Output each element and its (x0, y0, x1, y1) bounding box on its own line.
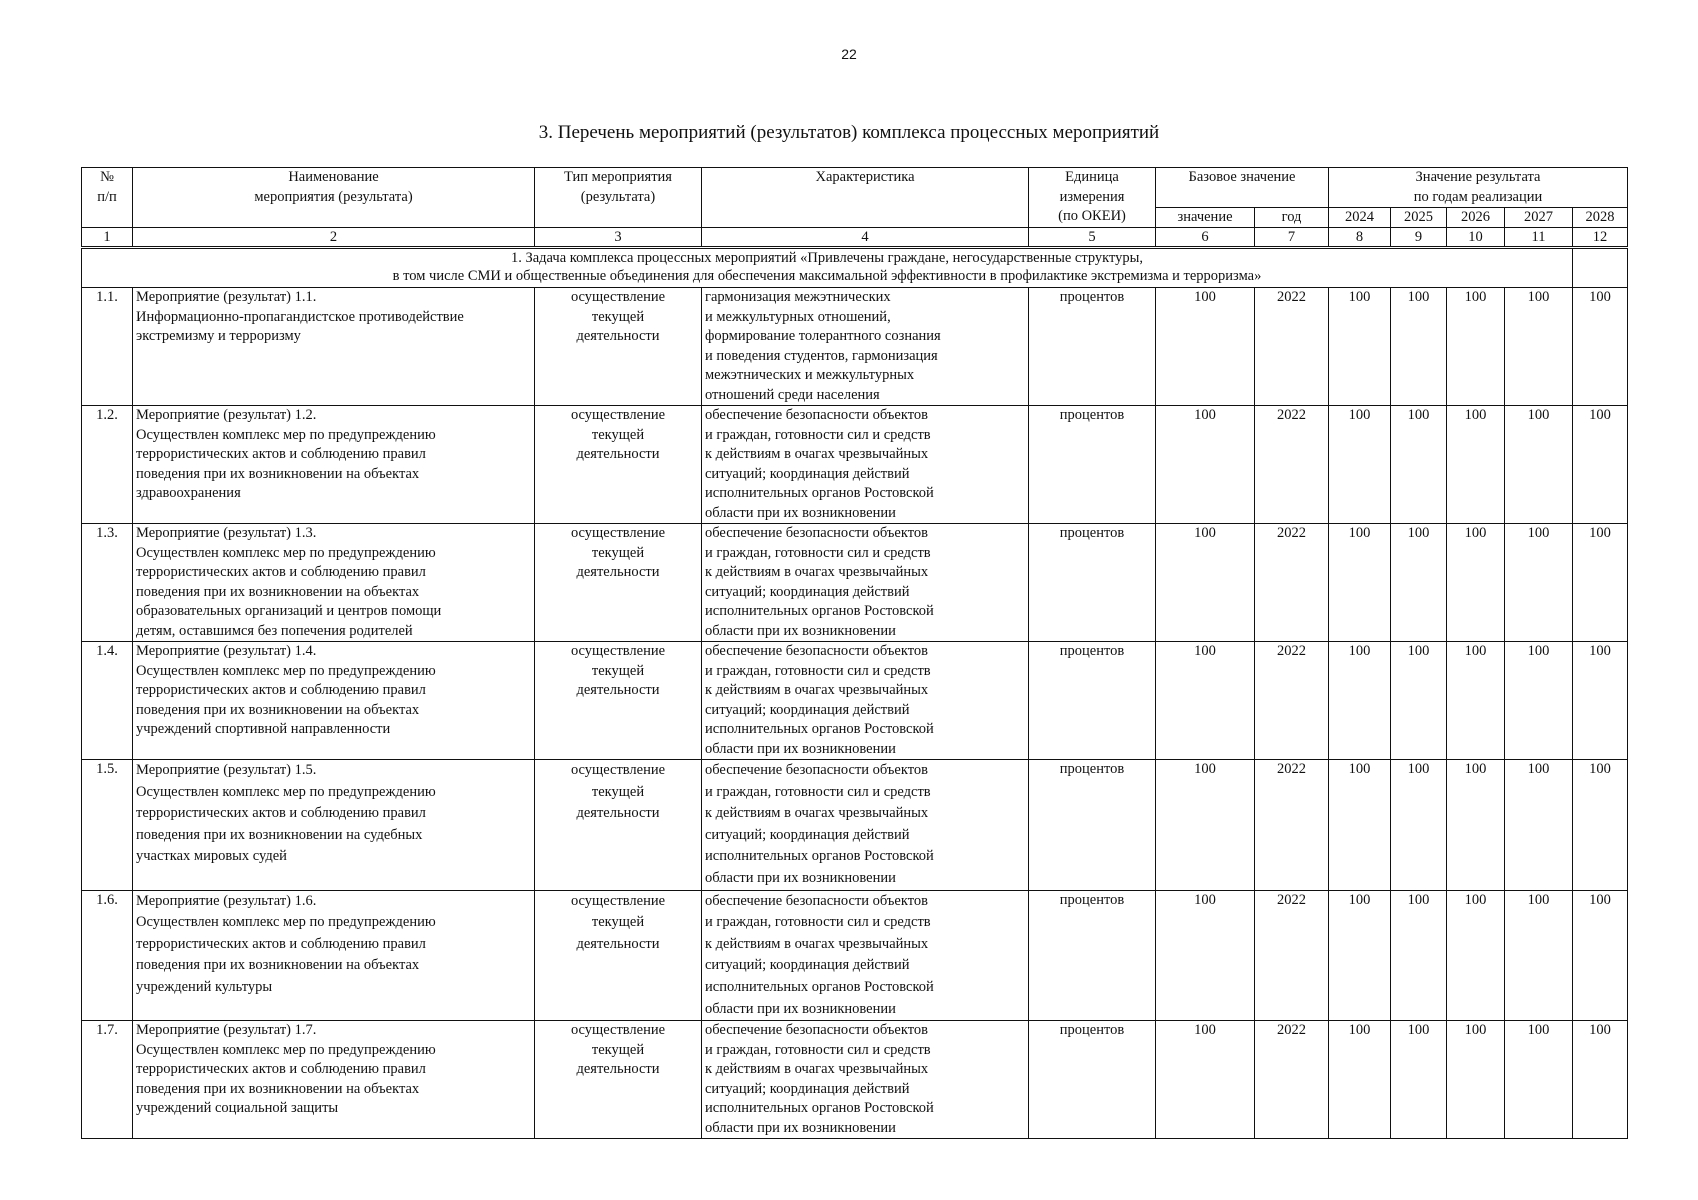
row-characteristic: обеспечение безопасности объектов и граждан, готовности сил и средств к действиям в очагах чрезвычайных ситуаций; координация действий исполнительных органов Ростовской области при их возникновении (702, 524, 1029, 642)
row-value: 100 (1391, 524, 1447, 642)
row-value: 100 (1505, 524, 1573, 642)
measures-table (81, 167, 1628, 1139)
column-number: 7 (1255, 228, 1329, 248)
row-value: 100 (1505, 1021, 1573, 1139)
row-base-value: 100 (1156, 1021, 1255, 1139)
header-year: 2028 (1573, 208, 1628, 228)
row-base-value: 100 (1156, 524, 1255, 642)
row-name: Мероприятие (результат) 1.6. Осуществлен комплекс мер по предупреждению террористических актов и соблюдению правил поведения при их возникновении на объектах учреждений культуры (133, 890, 535, 1021)
row-type: осуществление текущей деятельности (535, 288, 702, 406)
table-row (82, 642, 1628, 760)
row-base-year: 2022 (1255, 288, 1329, 406)
row-unit: процентов (1029, 406, 1156, 524)
header-year: 2025 (1391, 208, 1447, 228)
header-year: 2026 (1447, 208, 1505, 228)
row-value: 100 (1447, 890, 1505, 1021)
header-base-year: год (1255, 208, 1329, 228)
table-row (82, 406, 1628, 524)
row-unit: процентов (1029, 890, 1156, 1021)
row-num: 1.1. (82, 288, 133, 406)
row-type: осуществление текущей деятельности (535, 890, 702, 1021)
header-characteristic: Характеристика (702, 168, 1029, 228)
header-results: Значение результата по годам реализации (1329, 168, 1628, 208)
row-base-year: 2022 (1255, 524, 1329, 642)
table-row (82, 288, 1628, 406)
column-number: 12 (1573, 228, 1628, 248)
row-characteristic: обеспечение безопасности объектов и граждан, готовности сил и средств к действиям в очагах чрезвычайных ситуаций; координация действий исполнительных органов Ростовской области при их возникновении (702, 890, 1029, 1021)
row-value: 100 (1447, 406, 1505, 524)
row-value: 100 (1391, 1021, 1447, 1139)
header-year: 2027 (1505, 208, 1573, 228)
row-name: Мероприятие (результат) 1.7. Осуществлен комплекс мер по предупреждению террористических актов и соблюдению правил поведения при их возникновении на объектах учреждений социальной защиты (133, 1021, 535, 1139)
header-num: № п/п (82, 168, 133, 228)
row-num: 1.2. (82, 406, 133, 524)
column-number: 5 (1029, 228, 1156, 248)
row-name: Мероприятие (результат) 1.4. Осуществлен комплекс мер по предупреждению террористических актов и соблюдению правил поведения при их возникновении на объектах учреждений спортивной направленности (133, 642, 535, 760)
row-type: осуществление текущей деятельности (535, 642, 702, 760)
header-unit: Единица измерения (по ОКЕИ) (1029, 168, 1156, 228)
row-value: 100 (1447, 524, 1505, 642)
row-value: 100 (1573, 890, 1628, 1021)
page-number: 22 (841, 46, 857, 62)
task-heading: 1. Задача комплекса процессных мероприятий «Привлечены граждане, негосударственные структуры, в том числе СМИ и общественные объединения для обеспечения максимальной эффективности в профилактике экстремизма и терроризма» (82, 248, 1573, 288)
row-unit: процентов (1029, 524, 1156, 642)
column-number: 10 (1447, 228, 1505, 248)
row-type: осуществление текущей деятельности (535, 1021, 702, 1139)
row-num: 1.3. (82, 524, 133, 642)
header-base: Базовое значение (1156, 168, 1329, 208)
column-number: 9 (1391, 228, 1447, 248)
row-value: 100 (1573, 406, 1628, 524)
row-value: 100 (1573, 760, 1628, 891)
column-number: 11 (1505, 228, 1573, 248)
row-num: 1.7. (82, 1021, 133, 1139)
row-type: осуществление текущей деятельности (535, 524, 702, 642)
row-base-year: 2022 (1255, 890, 1329, 1021)
row-base-value: 100 (1156, 890, 1255, 1021)
row-value: 100 (1329, 642, 1391, 760)
row-value: 100 (1505, 642, 1573, 760)
row-value: 100 (1447, 642, 1505, 760)
row-type: осуществление текущей деятельности (535, 406, 702, 524)
row-value: 100 (1329, 524, 1391, 642)
row-num: 1.6. (82, 890, 133, 1021)
row-num: 1.5. (82, 760, 133, 891)
table-row (82, 890, 1628, 1021)
task-row (82, 248, 1628, 288)
header-base-value: значение (1156, 208, 1255, 228)
column-number: 8 (1329, 228, 1391, 248)
row-characteristic: обеспечение безопасности объектов и граждан, готовности сил и средств к действиям в очагах чрезвычайных ситуаций; координация действий исполнительных органов Ростовской области при их возникновении (702, 406, 1029, 524)
row-base-year: 2022 (1255, 1021, 1329, 1139)
row-characteristic: обеспечение безопасности объектов и граждан, готовности сил и средств к действиям в очагах чрезвычайных ситуаций; координация действий исполнительных органов Ростовской области при их возникновении (702, 1021, 1029, 1139)
column-number: 2 (133, 228, 535, 248)
row-value: 100 (1329, 760, 1391, 891)
row-value: 100 (1505, 890, 1573, 1021)
row-characteristic: обеспечение безопасности объектов и граждан, готовности сил и средств к действиям в очагах чрезвычайных ситуаций; координация действий исполнительных органов Ростовской области при их возникновении (702, 642, 1029, 760)
header-year: 2024 (1329, 208, 1391, 228)
row-value: 100 (1391, 760, 1447, 891)
row-name: Мероприятие (результат) 1.1. Информационно-пропагандистское противодействие экстремизму и терроризму (133, 288, 535, 406)
column-number: 1 (82, 228, 133, 248)
row-type: осуществление текущей деятельности (535, 760, 702, 891)
row-value: 100 (1391, 406, 1447, 524)
row-value: 100 (1447, 288, 1505, 406)
row-num: 1.4. (82, 642, 133, 760)
row-base-value: 100 (1156, 760, 1255, 891)
row-value: 100 (1329, 890, 1391, 1021)
header-name: Наименование мероприятия (результата) (133, 168, 535, 228)
header-type: Тип мероприятия (результата) (535, 168, 702, 228)
row-value: 100 (1447, 760, 1505, 891)
row-unit: процентов (1029, 1021, 1156, 1139)
task-empty-cell (1573, 248, 1628, 288)
row-base-value: 100 (1156, 642, 1255, 760)
row-base-year: 2022 (1255, 406, 1329, 524)
row-value: 100 (1505, 288, 1573, 406)
page-title: 3. Перечень мероприятий (результатов) комплекса процессных мероприятий (538, 122, 1160, 143)
table-row (82, 1021, 1628, 1139)
row-value: 100 (1573, 524, 1628, 642)
row-value: 100 (1391, 288, 1447, 406)
row-value: 100 (1329, 406, 1391, 524)
column-number: 3 (535, 228, 702, 248)
row-unit: процентов (1029, 642, 1156, 760)
column-numbers-row (82, 228, 1628, 248)
row-characteristic: гармонизация межэтнических и межкультурных отношений, формирование толерантного сознания и поведения студентов, гармонизация межэтнических и межкультурных отношений среди населения (702, 288, 1029, 406)
row-value: 100 (1447, 1021, 1505, 1139)
row-value: 100 (1391, 890, 1447, 1021)
header-row (82, 168, 1628, 208)
row-value: 100 (1573, 288, 1628, 406)
row-value: 100 (1329, 1021, 1391, 1139)
row-value: 100 (1505, 406, 1573, 524)
row-unit: процентов (1029, 760, 1156, 891)
row-value: 100 (1573, 1021, 1628, 1139)
row-value: 100 (1573, 642, 1628, 760)
row-unit: процентов (1029, 288, 1156, 406)
row-base-value: 100 (1156, 406, 1255, 524)
row-base-year: 2022 (1255, 760, 1329, 891)
row-name: Мероприятие (результат) 1.5. Осуществлен комплекс мер по предупреждению террористических актов и соблюдению правил поведения при их возникновении на судебных участках мировых судей (133, 760, 535, 891)
row-base-value: 100 (1156, 288, 1255, 406)
column-number: 4 (702, 228, 1029, 248)
row-base-year: 2022 (1255, 642, 1329, 760)
row-value: 100 (1505, 760, 1573, 891)
table-row (82, 760, 1628, 891)
row-characteristic: обеспечение безопасности объектов и граждан, готовности сил и средств к действиям в очагах чрезвычайных ситуаций; координация действий исполнительных органов Ростовской области при их возникновении (702, 760, 1029, 891)
table-row (82, 524, 1628, 642)
row-value: 100 (1329, 288, 1391, 406)
column-number: 6 (1156, 228, 1255, 248)
row-name: Мероприятие (результат) 1.2. Осуществлен комплекс мер по предупреждению террористических актов и соблюдению правил поведения при их возникновении на объектах здравоохранения (133, 406, 535, 524)
row-name: Мероприятие (результат) 1.3. Осуществлен комплекс мер по предупреждению террористических актов и соблюдению правил поведения при их возникновении на объектах образовательных организаций и центров помощи детям, оставшимся без попечения родителей (133, 524, 535, 642)
row-value: 100 (1391, 642, 1447, 760)
